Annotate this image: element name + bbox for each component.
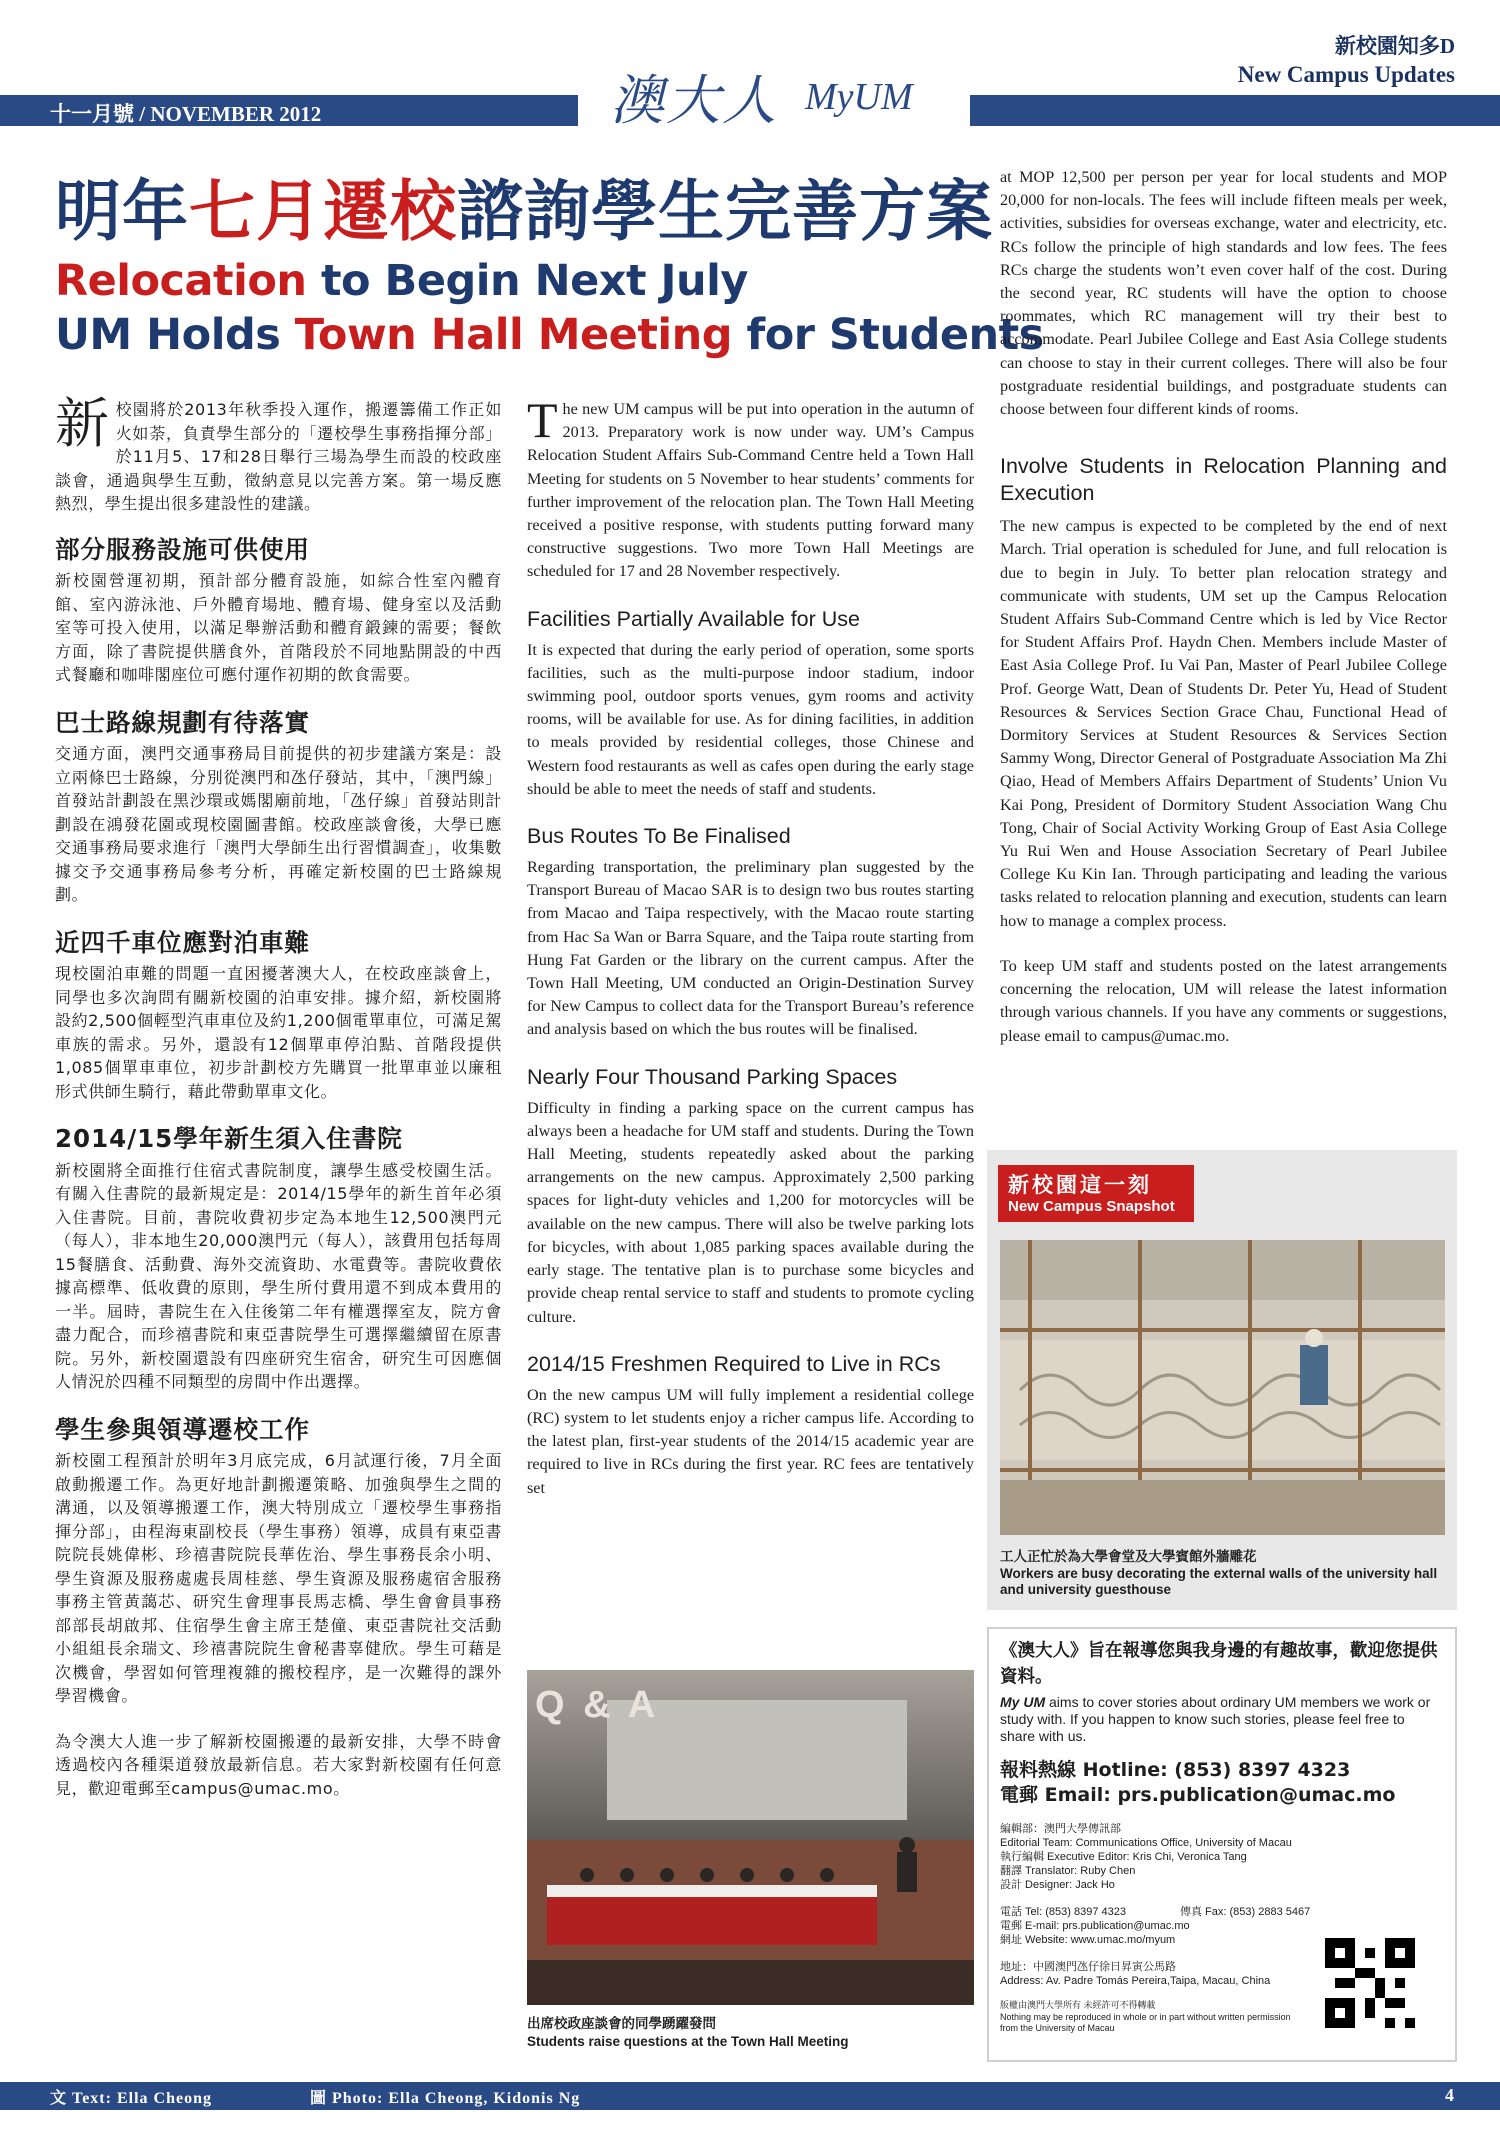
qr-code-graphic	[1325, 1938, 1415, 2028]
zh-heading-freshmen: 2014/15學年新生須入住書院	[55, 1124, 403, 1153]
en-intro	[527, 392, 974, 584]
zh-heading-bus: 巴士路線規劃有待落實	[55, 707, 310, 737]
snapshot-label	[998, 1165, 1194, 1222]
photo-qa-text: Q & A	[535, 1684, 660, 1726]
town-hall-photo	[527, 1670, 974, 2005]
town-hall-caption-zh: 出席校政座談會的同學踴躍發問	[527, 2016, 716, 2032]
zh-paragraph-closing: 為令澳大人進一步了解新校園搬遷的最新安排，大學不時會透過校內各種渠道發放最新信息。若大家對新校園有任何意見，歡迎電郵至campus@umac.mo。	[55, 1731, 502, 1798]
info-exec-editor: 執行編輯 Executive Editor: Kris Chi, Veronica Tang	[1000, 1851, 1247, 1863]
snapshot-caption-zh: 工人正忙於為大學會堂及大學賓館外牆雕花	[1000, 1549, 1257, 1565]
section-title-zh: 新校園知多D	[1334, 34, 1455, 58]
issue-label: 十一月號 / NOVEMBER 2012	[50, 102, 322, 126]
zh-paragraph-freshmen: 新校園將全面推行住宿式書院制度，讓學生感受校園生活。有關入住書院的最新規定是：2014/15學年的新生首年必須入住書院。目前，書院收費初步定為本地生12,500澳門元（每人），非本地生20,000澳門元（每人），該費用包括每周15餐膳食、活動費、海外交流資助、水電費等。書院收費依據高標準、低收費的原則，學生所付費用還不到成本費用的一半。屆時，書院生在入住後第二年有權選擇室友，院方會盡力配合，而珍禧書院和東亞書院學生可選擇繼續留在原書院。另外，新校園還設有四座研究生宿舍，研究生可因應個人情況於四種不同類型的房間中作出選擇。	[55, 1160, 502, 1391]
headline-en-line1	[55, 256, 748, 306]
en-paragraph-freshmen-cont: at MOP 12,500 per person per year for local students and MOP 20,000 for non-locals. The fees will include fifteen meals per week, activities, subsidies for overseas exchange, water and electricity, etc. RCs follow the principle of high standards and low fees. The fees RCs charge the students won’t even cover half of the cost. During the second year, RC students will have the option to choose roommates, which RC management will try their best to accommodate. Pearl Jubilee College and East Asia College students can choose to stay in their current colleges. There will also be four postgraduate residential buildings, and postgraduate students can choose between four different kinds of rooms.	[1000, 168, 1447, 419]
snapshot-label-en: New Campus Snapshot	[1008, 1198, 1175, 1215]
zh-paragraph-parking: 現校園泊車難的問題一直困擾著澳大人，在校政座談會上，同學也多次詢問有關新校園的泊車安排。據介紹，新校園將設約2,500個輕型汽車車位及約1,200個電單車位，可滿足駕車族的需求。另外，還設有12個單車停泊點、首階段提供1,085個單車車位，初步計劃校方先購買一批單車並以廉租形式供師生騎行，藉此帶動單車文化。	[55, 964, 502, 1101]
info-address-en: Address: Av. Padre Tomás Pereira,Taipa, Macau, China	[1000, 1975, 1271, 1987]
info-website[interactable]: 網址 Website: www.umac.mo/myum	[1000, 1934, 1176, 1946]
en-heading-parking: Nearly Four Thousand Parking Spaces	[527, 1064, 898, 1089]
en-paragraph-freshmen: On the new campus UM will fully implement a residential college (RC) system to let students enjoy a richer campus life. According to the latest plan, first-year students of the 2014/15 academic year are required to live in RCs during the first year. RC fees are tentatively set	[527, 1385, 974, 1497]
zh-paragraph-facilities: 新校園營運初期，預計部分體育設施，如綜合性室內體育館、室內游泳池、戶外體育場地、體育場、健身室以及活動室等可投入使用，以滿足舉辦活動和體育鍛鍊的需要；餐飲方面，除了書院提供膳食外，首階段於不同地點開設的中西式餐廳和咖啡閣座位可應付運作初期的飲食需要。	[55, 571, 502, 684]
logo-en: MyUM	[805, 76, 913, 118]
zh-intro	[55, 392, 502, 516]
en-drop-cap: T	[527, 392, 558, 448]
headline-en-red-1: Relocation	[55, 256, 307, 306]
en-column-right	[1000, 166, 1447, 1048]
info-copyright-en: Nothing may be reproduced in whole or in part without written permission from the University of Macau	[1000, 2012, 1291, 2033]
info-hotline: 報料熱線 Hotline: (853) 8397 4323	[1000, 1759, 1351, 1781]
headline-zh-a: 明年	[55, 173, 189, 250]
info-address-zh: 地址：中國澳門氹仔徐日昇寅公馬路	[1000, 1961, 1176, 1973]
info-intro-zh: 《澳大人》旨在報導您與我身邊的有趣故事，歡迎您提供資料。	[1000, 1641, 1438, 1687]
en-heading-freshmen: 2014/15 Freshmen Required to Live in RCs	[527, 1351, 941, 1376]
header-bar-right	[970, 95, 1500, 126]
headline-en-2b: for Students	[732, 310, 1044, 360]
headline-en-1: to Begin Next July	[306, 256, 748, 306]
qr-code-icon	[1325, 1938, 1415, 2028]
info-email-small[interactable]: 電郵 E-mail: prs.publication@umac.mo	[1000, 1920, 1190, 1932]
en-column-middle	[527, 392, 974, 1500]
en-heading-bus: Bus Routes To Be Finalised	[527, 824, 791, 849]
en-paragraph-closing: To keep UM staff and students posted on the latest arrangements concerning the relocation, UM will release the latest information through various channels. If you have any comments or suggestions, please email to campus@umac.mo.	[1000, 956, 1447, 1045]
headline-en-line2	[55, 310, 1044, 360]
info-tel: 電話 Tel: (853) 8397 4323	[1000, 1906, 1126, 1918]
info-fax: 傳真 Fax: (853) 2883 5467	[1180, 1906, 1311, 1918]
info-email-link[interactable]: 電郵 Email: prs.publication@umac.mo	[1000, 1784, 1396, 1806]
en-paragraph-involve: The new campus is expected to be completed by the end of next March. Trial operation is scheduled for June, and full relocation is due to begin in July. To better plan relocation strategy and communicate with students, UM set up the Campus Relocation Student Affairs Sub-Command Centre which is led by Vice Rector for Student Affairs Prof. Haydn Chen. Members include Master of East Asia College Prof. Iu Vai Pan, Master of Pearl Jubilee College Prof. George Watt, Dean of Students Dr. Peter Yu, Head of Student Resources & Services Section Grace Chau, Functional Head of Dormitory Services at Student Resources & Services Section Sammy Wong, Director General of Postgraduate Association Ma Zhi Qiao, Head of Members Affairs Department of Students’ Union Vu Kai Pong, President of Dormitory Student Association Wang Chu Tong, Chair of Social Activity Working Group of East Asia College Yu Rui Wen and House Association Secretary of Pearl Jubilee College Ku Kin Ian. Through participating and leading the various tasks related to relocation planning and execution, students can learn how to manage a complex process.	[1000, 517, 1447, 930]
headline-zh-red: 七月遷校	[189, 173, 457, 250]
snapshot-caption-en: Workers are busy decorating the external walls of the university hall and university guesthouse	[1000, 1566, 1438, 1597]
info-editorial-en: Editorial Team: Communications Office, University of Macau	[1000, 1837, 1292, 1849]
info-editorial-zh: 編輯部：澳門大學傳訊部	[1000, 1823, 1121, 1835]
headline-en-2a: UM Holds	[55, 310, 295, 360]
footer-bar	[0, 2082, 1500, 2110]
headline-zh	[55, 158, 993, 253]
town-hall-caption-en: Students raise questions at the Town Hall Meeting	[527, 2034, 849, 2049]
zh-column	[55, 392, 502, 1800]
en-paragraph-facilities: It is expected that during the early period of operation, some sports facilities, such as the multi-purpose indoor stadium, indoor swimming pool, outdoor sports venues, gym rooms and activity rooms, will be available for use. As for dining facilities, in addition to meals provided by residential colleges, those Chinese and Western food restaurants as well as cafes open during the early stage should be able to meet the needs of staff and students.	[527, 640, 974, 798]
en-heading-involve: Involve Students in Relocation Planning and Execution	[1000, 454, 1447, 506]
en-intro-text: he new UM campus will be put into operation in the autumn of 2013. Preparatory work is now under way. UM’s Campus Relocation Student Affairs Sub-Command Centre held a Town Hall Meeting for students on 5 November to hear students’ comments for further improvement of the relocation plan. The Town Hall Meeting received a positive response, with students putting forward many constructive suggestions. Two more Town Hall Meetings are scheduled for 17 and 28 November respectively.	[527, 400, 974, 581]
en-paragraph-parking: Difficulty in finding a parking space on the current campus has always been a headache for UM staff and students. During the Town Hall Meeting, students repeatedly asked about the parking arrangements on the new campus. Approximately 2,500 parking spaces for light-duty vehicles and 1,200 for motorcycles will be available on the new campus. There will also be twelve parking lots for bicycles, with about 1,085 parking spaces available during the early stage. The tentative plan is to purchase some bicycles and provide cheap rental service to staff and students to promote cycling culture.	[527, 1098, 974, 1326]
en-heading-facilities: Facilities Partially Available for Use	[527, 606, 860, 631]
zh-heading-involve: 學生參與領導遷校工作	[55, 1414, 310, 1444]
info-copyright-zh: 版權由澳門大學所有 未經許可不得轉載	[1000, 2000, 1156, 2010]
info-intro-en-text: aims to cover stories about ordinary UM members we work or study with. If you happen to know such stories, please feel free to share with us.	[1000, 1694, 1431, 1744]
section-title-en: New Campus Updates	[1237, 62, 1455, 87]
zh-paragraph-bus: 交通方面，澳門交通事務局目前提供的初步建議方案是：設立兩條巴士路線，分別從澳門和氹仔發站，其中，「澳門線」首發站計劃設在黑沙環或媽閣廟前地，「氹仔線」首發站則計劃設在鴻發花園或現校園圖書館。校政座談會後，大學已應交通事務局要求進行「澳門大學師生出行習慣調查」，收集數據交予交通事務局參考分析，再確定新校園的巴士路線規劃。	[55, 744, 502, 904]
info-designer: 設計 Designer: Jack Ho	[1000, 1879, 1115, 1891]
headline-en-red-2: Town Hall Meeting	[294, 310, 733, 360]
snapshot-photo-illustration	[1000, 1240, 1445, 1535]
zh-drop-cap: 新	[55, 392, 110, 455]
snapshot-photo	[1000, 1240, 1445, 1535]
logo-zh: 澳大人	[610, 71, 778, 131]
zh-heading-parking: 近四千車位應對泊車難	[55, 927, 310, 957]
footer-photo-credit: 圖 Photo: Ella Cheong, Kidonis Ng	[310, 2090, 581, 2107]
page-number: 4	[1445, 2085, 1455, 2105]
info-intro-en	[1000, 1694, 1440, 1745]
zh-paragraph-involve: 新校園工程預計於明年3月底完成，6月試運行後，7月全面啟動搬遷工作。為更好地計劃搬遷策略、加強與學生之間的溝通，以及領導搬遷工作，澳大特別成立「遷校學生事務指揮分部」，由程海東副校長（學生事務）領導，成員有東亞書院院長姚偉彬、珍禧書院院長華佐治、學生事務長余小明、學生資源及服務處處長周桂慈、學生資源及服務處宿舍服務事務主管黃藹芯、研究生會理事長馬志橋、學生會會員事務部部長胡啟邦、住宿學生會主席王楚僮、東亞書院社交活動小組組長余瑞文、珍禧書院院生會秘書辜健欣。學生可藉是次機會，學習如何管理複雜的搬校程序，是一次難得的課外學習機會。	[55, 1451, 502, 1705]
info-intro-en-bold: My UM	[1000, 1694, 1046, 1710]
zh-heading-facilities: 部分服務設施可供使用	[55, 534, 310, 564]
snapshot-label-zh: 新校園這一刻	[1008, 1173, 1152, 1197]
zh-intro-text: 校園將於2013年秋季投入運作，搬遷籌備工作正如火如荼，負責學生部分的「遷校學生事務指揮分部」於11月5、17和28日舉行三場為學生而設的校政座談會，通過與學生互動，徵納意見以完善方案。第一場反應熱烈，學生提出很多建設性的建議。	[55, 400, 502, 513]
info-translator: 翻譯 Translator: Ruby Chen	[1000, 1865, 1136, 1877]
en-paragraph-bus: Regarding transportation, the preliminary plan suggested by the Transport Bureau of Macao SAR is to design two bus routes starting from Macao and Taipa respectively, with the Macao route starting from Hac Sa Wan or Barra Square, and the Taipa route starting from Hung Fat Garden or the library on the current campus. After the Town Hall Meeting, UM conducted an Origin-Destination Survey for New Campus to collect data for the Transport Bureau’s reference and analysis based on which the bus routes will be finalised.	[527, 858, 974, 1039]
footer-text-credit: 文 Text: Ella Cheong	[50, 2090, 212, 2107]
headline-zh-b: 諮詢學生完善方案	[457, 173, 993, 250]
